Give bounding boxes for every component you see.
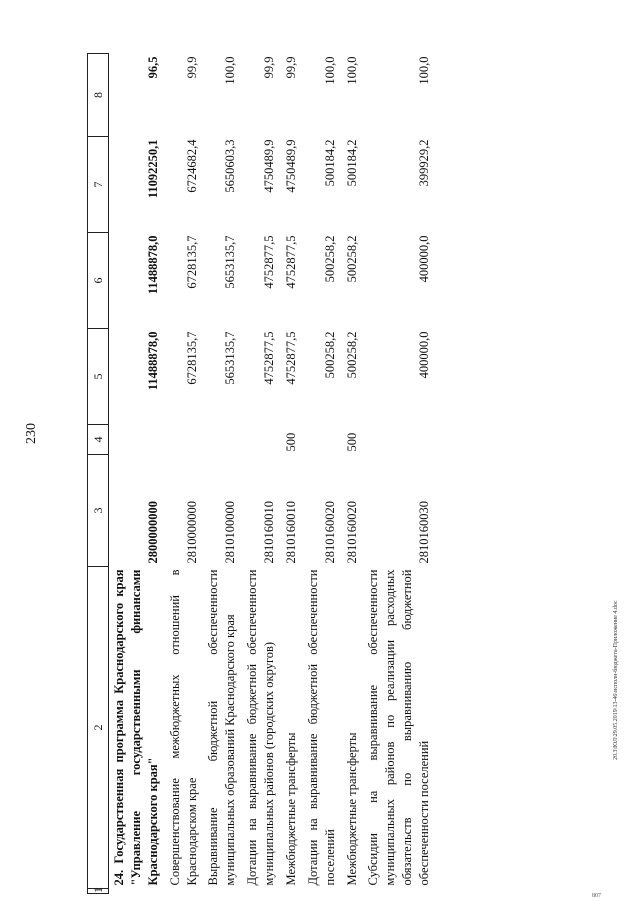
target-code: 2810160010 <box>262 501 276 564</box>
rotated-page-content <box>87 54 557 894</box>
header-col-4: 4 <box>88 425 109 455</box>
value-col6: 500258,2 <box>322 235 337 283</box>
value-col5: 11488878,0 <box>145 331 160 391</box>
value-col8: 100,0 <box>322 56 337 85</box>
value-col6: 5653135,7 <box>223 235 238 289</box>
target-code: 2810000000 <box>184 501 199 564</box>
row-description: Субсидии на выравнивание обеспеченности муниципальных районов по реализации расходных обязательств по выравниванию бюджетной обеспеченности поселений <box>366 569 431 886</box>
value-col8: 100,0 <box>223 56 238 85</box>
file-path-footer: 20.3\ЮЛ\29.05.2019\13-46\исполн-бюджета-Приложение 4.doc <box>613 600 619 760</box>
expense-type <box>203 425 242 455</box>
corner-mark: 807 <box>592 893 601 899</box>
row-description: Межбюджетные трансферты <box>283 732 298 886</box>
target-code: 2810160010 <box>283 501 298 564</box>
header-col-6: 6 <box>88 233 109 329</box>
expense-type: 500 <box>283 432 298 452</box>
value-col6: 6728135,7 <box>184 235 199 289</box>
row-col1 <box>203 889 242 894</box>
row-col1 <box>242 889 281 894</box>
expense-type: 500 <box>344 432 359 452</box>
value-col5: 4752877,5 <box>262 331 276 385</box>
value-col5: 500258,2 <box>322 331 337 379</box>
value-col5: 500258,2 <box>344 331 359 379</box>
row-description: Дотации на выравнивание бюджетной обеспеченности муниципальных районов (городских округов) <box>245 569 276 886</box>
table-row <box>242 54 281 894</box>
row-col1 <box>303 889 342 894</box>
row-description: Дотации на выравнивание бюджетной обеспеченности поселений <box>305 569 337 886</box>
header-col-2: 2 <box>88 567 109 889</box>
target-code: 2810100000 <box>223 501 238 564</box>
value-col5: 5653135,7 <box>223 331 238 385</box>
value-col8: 100,0 <box>344 56 359 85</box>
header-col-1: 1 <box>88 889 109 894</box>
table-row <box>342 54 364 894</box>
row-col1 <box>165 889 204 894</box>
value-col7: 4750489,9 <box>262 139 276 193</box>
target-code: 2810160020 <box>322 501 337 564</box>
row-col1 <box>363 889 436 894</box>
row-col1 <box>281 889 303 894</box>
value-col7: 11092250,1 <box>145 139 160 199</box>
target-code: 2810160030 <box>417 501 431 564</box>
value-col7: 4750489,9 <box>283 139 298 193</box>
header-col-8: 8 <box>88 54 109 137</box>
expense-type <box>109 425 165 455</box>
value-col7: 500184,2 <box>344 139 359 187</box>
program-title: 24. Государственная программа Краснодарского края "Управление государственными финансами Краснодарского края" <box>112 569 160 886</box>
value-col7: 399929,2 <box>417 139 431 187</box>
value-col6: 11488878,0 <box>145 235 160 295</box>
value-col8: 99,9 <box>283 56 298 79</box>
row-description: Совершенствование межбюджетных отношений в Краснодарском крае <box>167 569 199 886</box>
table-header-row <box>88 54 109 894</box>
target-code: 2800000000 <box>145 501 160 564</box>
table-row <box>303 54 342 894</box>
row-description: Выравнивание бюджетной обеспеченности муниципальных образований Краснодарского края <box>206 569 238 886</box>
header-col-3: 3 <box>88 455 109 567</box>
target-code: 2810160020 <box>344 501 359 564</box>
value-col8: 99,9 <box>184 56 199 79</box>
value-col7: 5650603,3 <box>223 139 238 193</box>
header-col-5: 5 <box>88 329 109 425</box>
expense-type <box>363 425 436 455</box>
expense-type <box>165 425 204 455</box>
value-col6: 500258,2 <box>344 235 359 283</box>
value-col5: 6728135,7 <box>184 331 199 385</box>
value-col5: 4752877,5 <box>283 331 298 385</box>
table-row <box>363 54 436 894</box>
value-col6: 4752877,5 <box>283 235 298 289</box>
row-col1 <box>342 889 364 894</box>
table-row <box>165 54 204 894</box>
table-row <box>281 54 303 894</box>
budget-table <box>87 53 436 894</box>
value-col6: 400000,0 <box>417 235 431 283</box>
expense-type <box>303 425 342 455</box>
table-row <box>109 54 165 894</box>
row-description: Межбюджетные трансферты <box>344 732 359 886</box>
value-col7: 500184,2 <box>322 139 337 187</box>
value-col6: 4752877,5 <box>262 235 276 289</box>
header-col-7: 7 <box>88 137 109 233</box>
table-row <box>203 54 242 894</box>
expense-type <box>242 425 281 455</box>
value-col8: 100,0 <box>417 56 431 85</box>
value-col5: 400000,0 <box>417 331 431 379</box>
value-col8: 99,9 <box>262 56 276 79</box>
page-number: 230 <box>24 423 39 444</box>
value-col7: 6724682,4 <box>184 139 199 193</box>
value-col8: 96,5 <box>145 56 160 79</box>
row-col1 <box>109 889 165 894</box>
